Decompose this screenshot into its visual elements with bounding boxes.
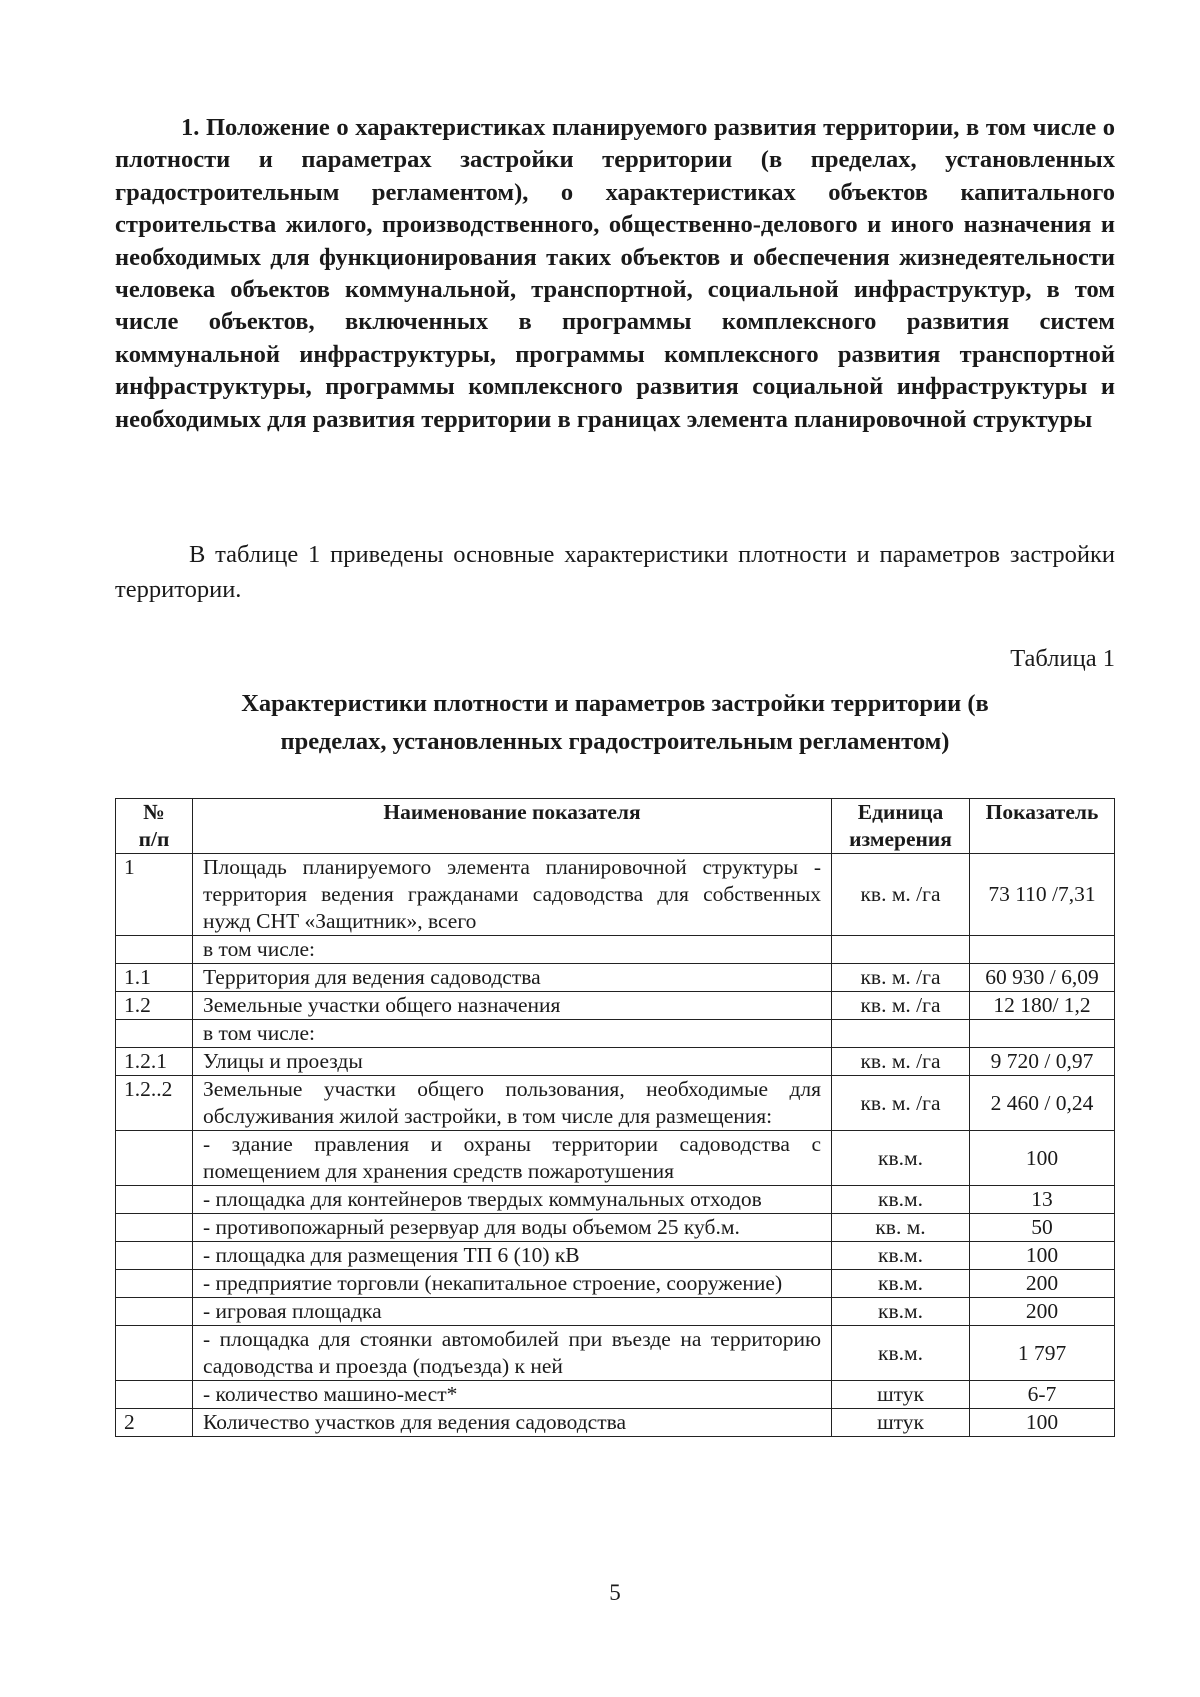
row-unit-cell bbox=[832, 936, 970, 964]
row-number-cell: 1.1 bbox=[116, 964, 193, 992]
table-row bbox=[116, 1242, 1115, 1270]
row-value-cell: 2 460 / 0,24 bbox=[970, 1076, 1115, 1131]
row-name-cell: Территория для ведения садоводства bbox=[192, 964, 831, 992]
table-row bbox=[116, 1020, 1115, 1048]
table-row bbox=[116, 1048, 1115, 1076]
row-name-cell: Земельные участки общего пользования, необходимые для обслуживания жилой застройки, в том числе для размещения: bbox=[192, 1076, 831, 1131]
row-unit-cell: кв. м. /га bbox=[832, 854, 970, 936]
row-unit-cell: кв.м. bbox=[832, 1242, 970, 1270]
page-number: 5 bbox=[609, 1580, 621, 1605]
row-number-cell: 2 bbox=[116, 1409, 193, 1437]
row-number-cell: 1 bbox=[116, 854, 193, 936]
row-number-cell bbox=[116, 1242, 193, 1270]
row-unit-cell: кв.м. bbox=[832, 1270, 970, 1298]
row-number-cell bbox=[116, 1298, 193, 1326]
table-body bbox=[116, 854, 1115, 1437]
table-header-row bbox=[116, 799, 1115, 854]
table-number-label: Таблица 1 bbox=[1010, 645, 1115, 672]
header-unit bbox=[832, 799, 970, 854]
row-number-cell bbox=[116, 1381, 193, 1409]
row-value-cell: 12 180/ 1,2 bbox=[970, 992, 1115, 1020]
row-value-cell bbox=[970, 1020, 1115, 1048]
row-value-cell: 200 bbox=[970, 1270, 1115, 1298]
row-number-cell bbox=[116, 1326, 193, 1381]
row-number-cell bbox=[116, 936, 193, 964]
row-value-cell: 60 930 / 6,09 bbox=[970, 964, 1115, 992]
table-row bbox=[116, 1076, 1115, 1131]
row-name-cell: Площадь планируемого элемента планировочной структуры - территория ведения гражданами садоводства для собственных нужд СНТ «Защитник», всего bbox=[192, 854, 831, 936]
table-title-line-1: Характеристики плотности и параметров застройки территории (в bbox=[241, 690, 989, 717]
row-value-cell: 200 bbox=[970, 1298, 1115, 1326]
row-value-cell: 73 110 /7,31 bbox=[970, 854, 1115, 936]
table-row bbox=[116, 964, 1115, 992]
header-number-line-1: № bbox=[143, 800, 165, 824]
header-value: Показатель bbox=[970, 799, 1115, 854]
row-name-cell: Земельные участки общего назначения bbox=[192, 992, 831, 1020]
row-number-cell bbox=[116, 1214, 193, 1242]
row-value-cell: 100 bbox=[970, 1409, 1115, 1437]
table-row bbox=[116, 992, 1115, 1020]
table-title bbox=[115, 685, 1115, 761]
row-number-cell bbox=[116, 1270, 193, 1298]
row-unit-cell: кв. м. /га bbox=[832, 992, 970, 1020]
row-value-cell: 13 bbox=[970, 1186, 1115, 1214]
table-row bbox=[116, 1270, 1115, 1298]
row-unit-cell: кв. м. bbox=[832, 1214, 970, 1242]
table-row bbox=[116, 1214, 1115, 1242]
row-name-cell: - площадка для размещения ТП 6 (10) кВ bbox=[192, 1242, 831, 1270]
row-unit-cell: кв. м. /га bbox=[832, 1048, 970, 1076]
row-name-cell: Количество участков для ведения садоводства bbox=[192, 1409, 831, 1437]
row-name-cell: - предприятие торговли (некапитальное строение, сооружение) bbox=[192, 1270, 831, 1298]
header-indicator-name: Наименование показателя bbox=[192, 799, 831, 854]
table-row bbox=[116, 1409, 1115, 1437]
header-unit-line-2: измерения bbox=[849, 827, 952, 851]
table-row bbox=[116, 1131, 1115, 1186]
section-heading: 1. Положение о характеристиках планируемого развития территории, в том числе о плотности и параметрах застройки территории (в пределах, установленных градостроительным регламентом), о характеристиках объектов капитального строительства жилого, производственного, общественно-делового и иного назначения и необходимых для функционирования таких объектов и обеспечения жизнедеятельности человека объектов коммунальной, транспортной, социальной инфраструктур, в том числе объектов, включенных в программы комплексного развития систем коммунальной инфраструктуры, программы комплексного развития транспортной инфраструктуры, программы комплексного развития социальной инфраструктуры и необходимых для развития территории в границах элемента планировочной структуры bbox=[115, 114, 1115, 433]
row-name-cell: - противопожарный резервуар для воды объемом 25 куб.м. bbox=[192, 1214, 831, 1242]
table-row bbox=[116, 1326, 1115, 1381]
row-unit-cell: кв.м. bbox=[832, 1326, 970, 1381]
row-unit-cell: кв.м. bbox=[832, 1131, 970, 1186]
row-number-cell: 1.2 bbox=[116, 992, 193, 1020]
row-value-cell: 100 bbox=[970, 1131, 1115, 1186]
row-value-cell bbox=[970, 936, 1115, 964]
row-name-cell: в том числе: bbox=[192, 1020, 831, 1048]
row-unit-cell: кв. м. /га bbox=[832, 964, 970, 992]
row-number-cell bbox=[116, 1186, 193, 1214]
row-name-cell: - площадка для контейнеров твердых коммунальных отходов bbox=[192, 1186, 831, 1214]
row-name-cell: Улицы и проезды bbox=[192, 1048, 831, 1076]
row-unit-cell: кв. м. /га bbox=[832, 1076, 970, 1131]
row-number-cell: 1.2..2 bbox=[116, 1076, 193, 1131]
intro-paragraph: В таблице 1 приведены основные характеристики плотности и параметров застройки территории. bbox=[115, 541, 1115, 603]
row-name-cell: - игровая площадка bbox=[192, 1298, 831, 1326]
row-value-cell: 1 797 bbox=[970, 1326, 1115, 1381]
header-unit-line-1: Единица bbox=[857, 800, 944, 824]
header-number bbox=[116, 799, 193, 854]
header-number-line-2: п/п bbox=[138, 827, 170, 851]
row-unit-cell: кв.м. bbox=[832, 1186, 970, 1214]
row-number-cell: 1.2.1 bbox=[116, 1048, 193, 1076]
row-value-cell: 9 720 / 0,97 bbox=[970, 1048, 1115, 1076]
row-number-cell bbox=[116, 1131, 193, 1186]
table-row bbox=[116, 854, 1115, 936]
row-name-cell: - здание правления и охраны территории садоводства с помещением для хранения средств пожаротушения bbox=[192, 1131, 831, 1186]
table-row bbox=[116, 1298, 1115, 1326]
row-name-cell: - количество машино-мест* bbox=[192, 1381, 831, 1409]
row-value-cell: 50 bbox=[970, 1214, 1115, 1242]
row-value-cell: 6-7 bbox=[970, 1381, 1115, 1409]
table-title-line-2: пределах, установленных градостроительным регламентом) bbox=[280, 728, 950, 755]
row-unit-cell bbox=[832, 1020, 970, 1048]
table-row bbox=[116, 1186, 1115, 1214]
row-name-cell: - площадка для стоянки автомобилей при въезде на территорию садоводства и проезда (подъезда) к ней bbox=[192, 1326, 831, 1381]
row-number-cell bbox=[116, 1020, 193, 1048]
row-unit-cell: штук bbox=[832, 1409, 970, 1437]
table-row bbox=[116, 936, 1115, 964]
parameters-table bbox=[115, 798, 1115, 1437]
row-name-cell: в том числе: bbox=[192, 936, 831, 964]
row-unit-cell: штук bbox=[832, 1381, 970, 1409]
row-unit-cell: кв.м. bbox=[832, 1298, 970, 1326]
table-row bbox=[116, 1381, 1115, 1409]
row-value-cell: 100 bbox=[970, 1242, 1115, 1270]
